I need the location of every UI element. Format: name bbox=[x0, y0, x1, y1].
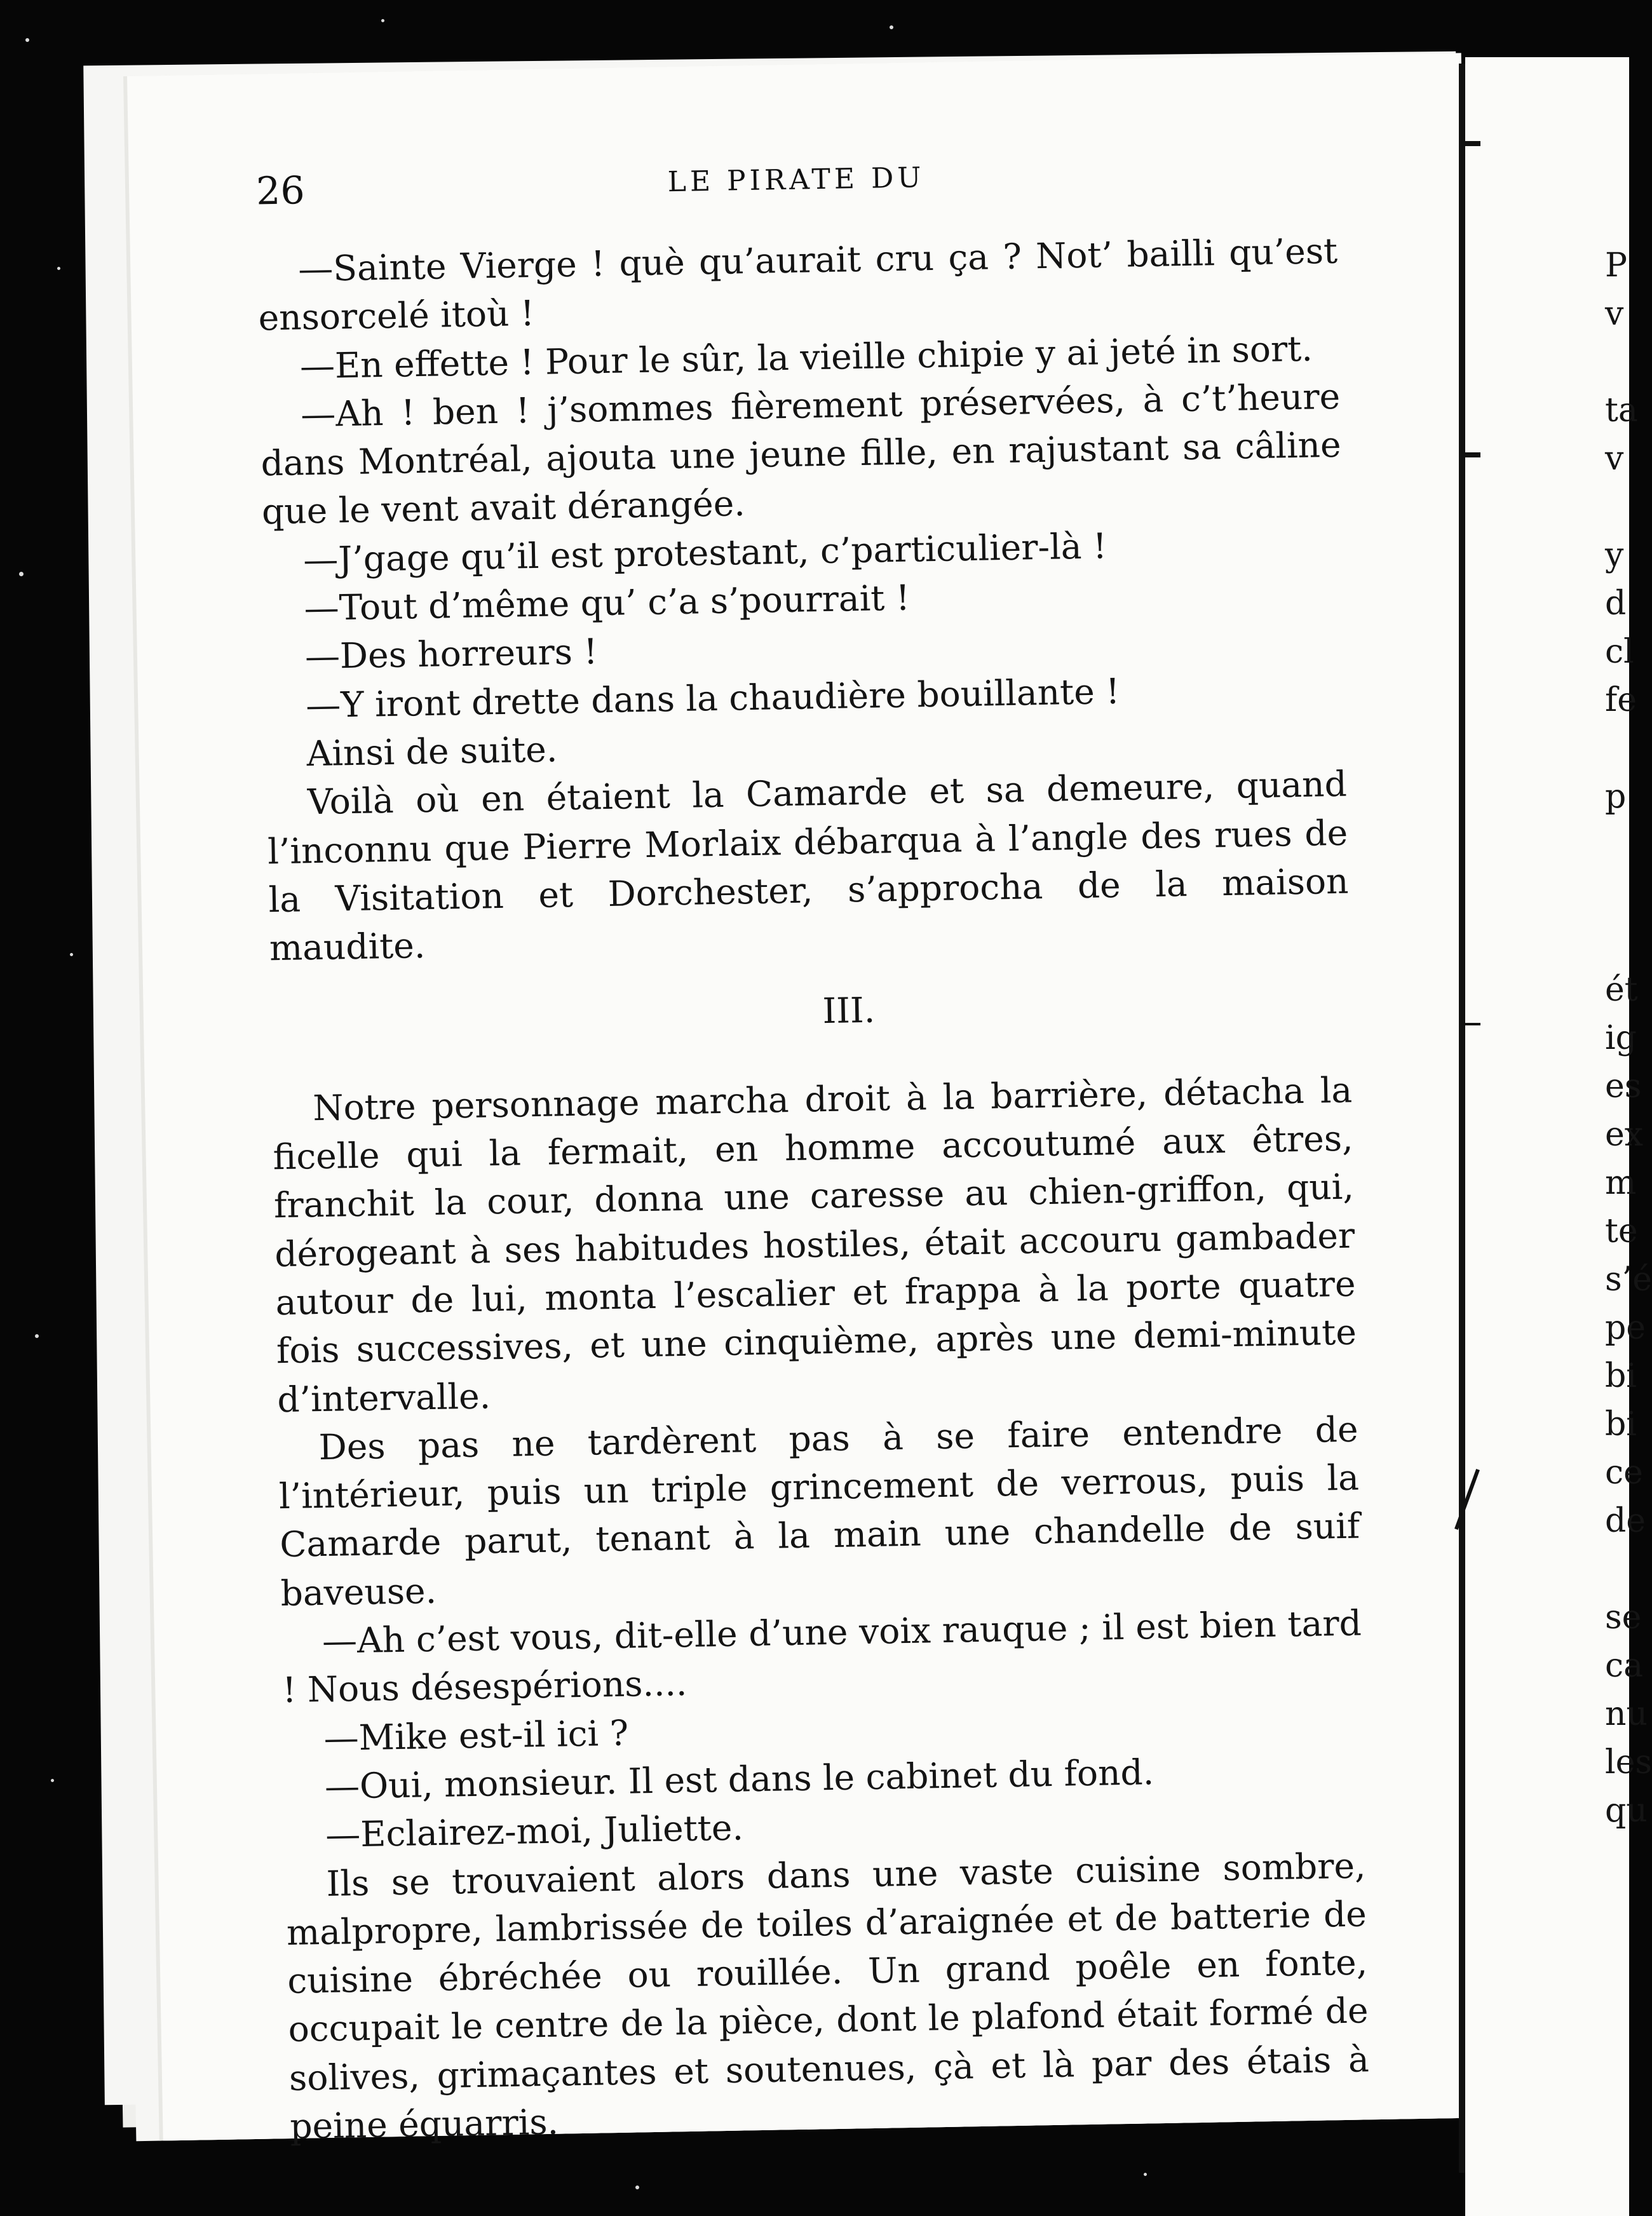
page-body bbox=[257, 227, 1371, 2151]
next-page-fragment: ét bbox=[1605, 971, 1638, 1009]
dialogue-line: —En effette ! Pour le sûr, la vieille chipie y ai jeté in sort. bbox=[299, 328, 1313, 386]
narrative-paragraph: Voilà où en étaient la Camarde et sa demeure, quand l’inconnu que Pierre Morlaix débarqua à l’angle des rues de la Visitation et Dorchester, s’approcha de la maison maudite. bbox=[267, 763, 1349, 969]
next-page-fragment: fe bbox=[1605, 681, 1637, 719]
next-page-fragment: v bbox=[1605, 440, 1624, 478]
next-page-fragment: m bbox=[1605, 1164, 1637, 1202]
dialogue-line: —Sainte Vierge ! què qu’aurait cru ça ? Not’ bailli qu’est ensorcelé itoù ! bbox=[258, 230, 1338, 339]
narrative-paragraph: Notre personnage marcha droit à la barrière, détacha la ficelle qui la fermait, en homme accoutumé aux êtres, franchit la cour, donna une caresse au chien-griffon, qui, dérogeant à ses habitudes hostiles, était accouru gambader autour de lui, monta l’escalier et frappa à la porte quatre fois successives, et une cinquième, après une demi-minute d’intervalle. bbox=[273, 1069, 1357, 1420]
scan-speck bbox=[635, 2186, 639, 2189]
scan-speck bbox=[381, 19, 384, 22]
next-page-fragments bbox=[1605, 241, 1652, 1835]
next-page-fragment bbox=[1605, 483, 1630, 531]
next-page-fragment: cl bbox=[1605, 633, 1634, 671]
next-page-fragment bbox=[1605, 869, 1630, 917]
dialogue-line: —J’gage qu’il est protestant, c’particulier-là ! bbox=[302, 525, 1107, 581]
dialogue-line: —Ah c’est vous, dit-elle d’une voix rauque ; il est bien tard ! Nous désespérions.... bbox=[281, 1602, 1362, 1711]
next-page-fragment: P bbox=[1605, 247, 1627, 285]
gutter-mark bbox=[1465, 452, 1480, 457]
book-gutter bbox=[1459, 64, 1465, 2173]
next-page-fragment: se bbox=[1605, 1598, 1642, 1637]
next-page-fragment bbox=[1605, 917, 1630, 966]
scan-speck bbox=[1144, 2173, 1147, 2176]
running-title: LE PIRATE DU bbox=[667, 161, 925, 199]
dialogue-line: —Ah ! ben ! j’sommes fièrement préservées, à c’t’heure dans Montréal, ajouta une jeune fille, en rajustant sa câline que le vent avait dérangée. bbox=[261, 375, 1341, 532]
scan-speck bbox=[35, 1334, 39, 1338]
dialogue-line: —Eclairez-moi, Juliette. bbox=[325, 1807, 744, 1856]
scan-speck bbox=[70, 953, 73, 956]
section-heading: III. bbox=[822, 990, 876, 1032]
next-page-fragment: v bbox=[1605, 295, 1624, 333]
gutter-mark bbox=[1465, 1023, 1480, 1025]
narrative-paragraph: Ils se trouvaient alors dans une vaste cuisine sombre, malpropre, lambrissée de toiles d’araignée et de batterie de cuisine ébréchée ou rouillée. Un grand poêle en fonte, occupait le centre de la pièce, dont le plafond était formé de solives, grimaçantes et soutenues, çà et là par des étais à peine équarris. bbox=[286, 1844, 1370, 2147]
next-page-fragment: bi bbox=[1605, 1357, 1637, 1395]
next-page-fragment: ta bbox=[1605, 391, 1638, 429]
scan-speck bbox=[51, 1779, 54, 1782]
dialogue-line: —Y iront drette dans la chaudière bouillante ! bbox=[305, 670, 1120, 726]
next-page-fragment: les bbox=[1605, 1743, 1652, 1781]
next-page-fragment: de bbox=[1605, 1502, 1646, 1540]
next-page-fragment bbox=[1605, 821, 1630, 869]
dialogue-line: —Des horreurs ! bbox=[304, 631, 599, 677]
scan-speck bbox=[19, 572, 24, 576]
next-page-fragment: qu bbox=[1605, 1792, 1648, 1830]
scan-speck bbox=[57, 267, 60, 270]
narrative-paragraph: Des pas ne tardèrent pas à se faire entendre de l’intérieur, puis un triple grincement de verrous, puis la Camarde parut, tenant à la main une chandelle de suif baveuse. bbox=[278, 1409, 1360, 1614]
dialogue-line: —Oui, monsieur. Il est dans le cabinet du fond. bbox=[324, 1752, 1154, 1807]
next-page-fragment: ca bbox=[1605, 1647, 1644, 1685]
next-page-fragment: d bbox=[1605, 584, 1627, 623]
narrative-paragraph: Ainsi de suite. bbox=[306, 729, 558, 774]
next-page-fragment: pe bbox=[1605, 1309, 1646, 1347]
next-page-fragment: ig bbox=[1605, 1019, 1637, 1057]
next-page-fragment: bi bbox=[1605, 1405, 1637, 1443]
scan-speck bbox=[890, 25, 893, 29]
book-page-left bbox=[127, 53, 1497, 2147]
gutter-mark bbox=[1465, 141, 1480, 146]
next-page-fragment: ex bbox=[1605, 1116, 1644, 1154]
page-header bbox=[256, 151, 1337, 227]
next-page-fragment: s’é bbox=[1605, 1260, 1652, 1299]
next-page-fragment: nu bbox=[1605, 1695, 1648, 1733]
next-page-fragment: p bbox=[1605, 778, 1627, 816]
next-page-fragment bbox=[1605, 724, 1630, 773]
next-page-fragment: te bbox=[1605, 1212, 1638, 1250]
page-number: 26 bbox=[255, 168, 306, 214]
next-page-fragment: y bbox=[1605, 536, 1624, 574]
next-page-fragment: ce bbox=[1605, 1454, 1643, 1492]
next-page-fragment bbox=[1605, 338, 1630, 386]
dialogue-line: —Mike est-il ici ? bbox=[323, 1712, 629, 1759]
dialogue-line: —Tout d’même qu’ c’a s’pourrait ! bbox=[304, 577, 911, 629]
next-page-fragment bbox=[1605, 1545, 1630, 1593]
scan-speck bbox=[25, 38, 29, 42]
next-page-fragment: es bbox=[1605, 1067, 1642, 1105]
